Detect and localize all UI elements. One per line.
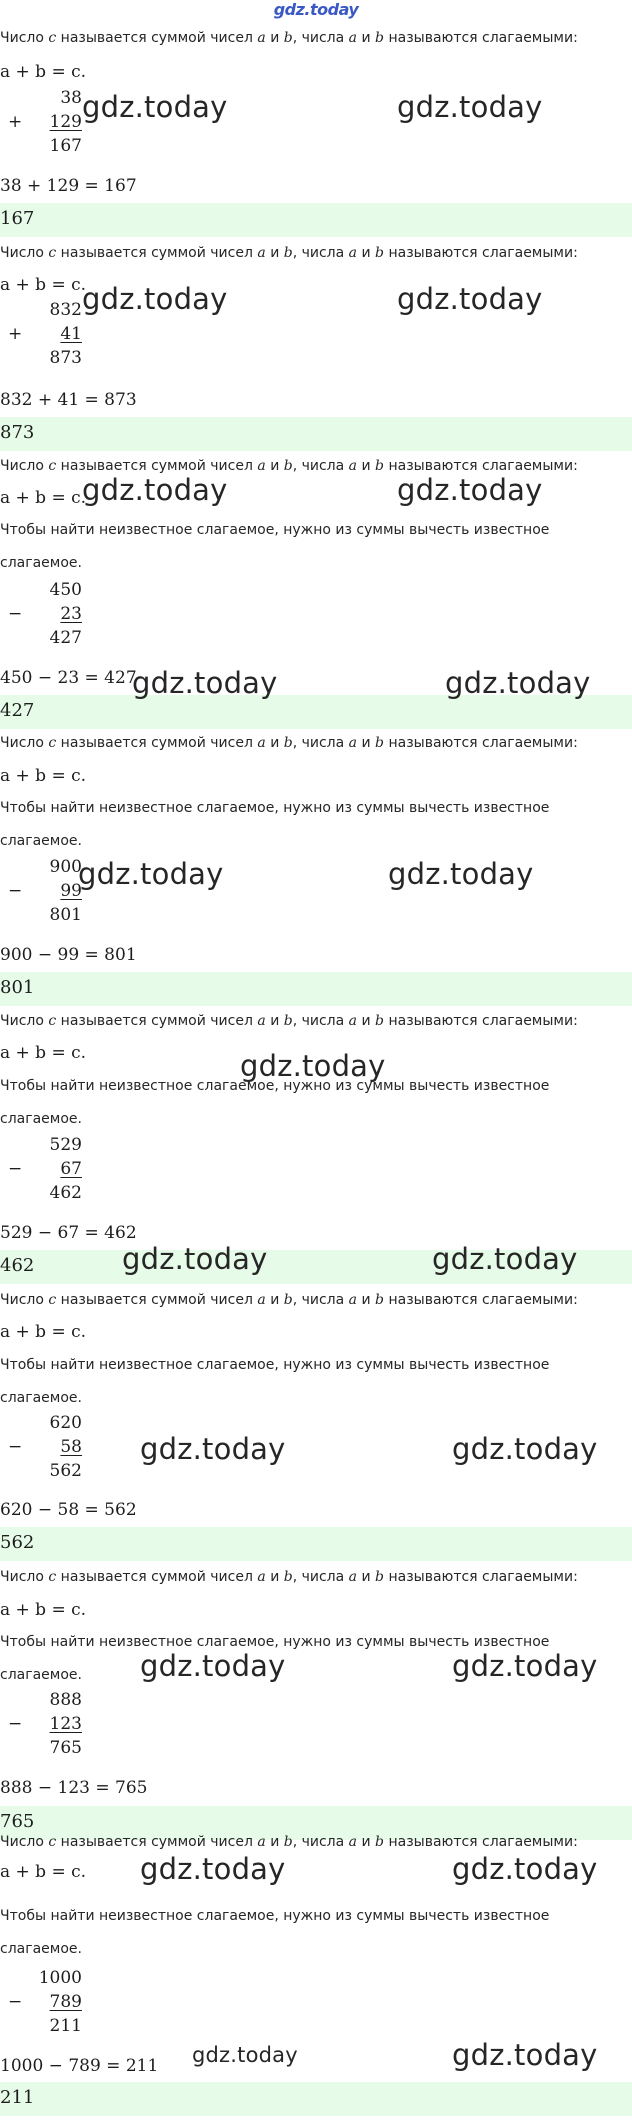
conjunction: и	[270, 1834, 280, 1850]
var-c: c	[48, 1569, 57, 1585]
column-result: 211	[49, 2016, 82, 2036]
watermark-text: gdz.today	[192, 2043, 298, 2067]
sum-rule-text: называются слагаемыми:	[388, 735, 578, 751]
sum-rule-text: называется суммой чисел	[60, 1292, 253, 1308]
conjunction: и	[270, 30, 280, 46]
var-b: b	[283, 30, 293, 46]
watermark-text: gdz.today	[452, 1432, 598, 1466]
sum-formula: a + b = c.	[0, 488, 87, 508]
var-a: a	[348, 245, 358, 261]
sum-rule-text: Число	[0, 30, 44, 46]
conjunction: и	[270, 1013, 280, 1029]
conjunction: и	[361, 1013, 371, 1029]
sum-formula: a + b = c.	[0, 1043, 87, 1063]
var-b: b	[283, 245, 293, 261]
minuend-number: 888	[49, 1690, 82, 1710]
sum-rule-text: , числа	[292, 735, 345, 751]
var-a: a	[348, 30, 358, 46]
unknown-addend-rule: Чтобы найти неизвестное слагаемое, нужно из суммы вычесть известное	[0, 1078, 550, 1094]
operation-sign: +	[8, 324, 23, 344]
sum-formula: a + b = c.	[0, 1322, 87, 1342]
answer-value: 427	[0, 700, 35, 721]
column-result: 873	[49, 348, 82, 368]
sum-definition-line	[0, 1013, 578, 1029]
equation-line: 832 + 41 = 873	[0, 390, 137, 410]
equation-line: 620 − 58 = 562	[0, 1500, 137, 1520]
var-b: b	[283, 735, 293, 751]
conjunction: и	[361, 735, 371, 751]
watermark-text: gdz.today	[122, 1242, 268, 1276]
watermark-text: gdz.today	[140, 1649, 286, 1683]
sum-rule-text: Число	[0, 1013, 44, 1029]
column-calculation	[0, 1968, 90, 2040]
second-operand: 41	[60, 324, 82, 344]
answer-value: 462	[0, 1255, 35, 1276]
sum-rule-text: Число	[0, 1292, 44, 1308]
sum-formula: a + b = c.	[0, 766, 87, 786]
equation-line: 1000 − 789 = 211	[0, 2056, 159, 2076]
conjunction: и	[270, 245, 280, 261]
conjunction: и	[361, 245, 371, 261]
var-a: a	[348, 1834, 358, 1850]
sum-rule-text: называется суммой чисел	[60, 1834, 253, 1850]
conjunction: и	[270, 458, 280, 474]
var-c: c	[48, 458, 57, 474]
sum-definition-line	[0, 1569, 578, 1585]
sum-rule-text: Число	[0, 245, 44, 261]
column-calculation	[0, 857, 90, 929]
sum-rule-text: называется суммой чисел	[60, 1013, 253, 1029]
equation-line: 888 − 123 = 765	[0, 1778, 148, 1798]
sum-rule-text: Число	[0, 1834, 44, 1850]
unknown-addend-rule: слагаемое.	[0, 1390, 82, 1406]
answer-value: 765	[0, 1811, 35, 1832]
sum-rule-text: , числа	[292, 1292, 345, 1308]
column-calculation	[0, 1135, 90, 1207]
watermark-text: gdz.today	[140, 1432, 286, 1466]
column-result: 801	[49, 905, 82, 925]
sum-rule-text: называются слагаемыми:	[388, 1292, 578, 1308]
watermark-text: gdz.today	[78, 857, 224, 891]
unknown-addend-rule: слагаемое.	[0, 1941, 82, 1957]
second-operand: 23	[60, 604, 82, 624]
sum-definition-line	[0, 245, 578, 261]
watermark-text: gdz.today	[397, 473, 543, 507]
unknown-addend-rule: Чтобы найти неизвестное слагаемое, нужно из суммы вычесть известное	[0, 800, 550, 816]
column-calculation	[0, 1690, 90, 1762]
sum-definition-line	[0, 30, 578, 46]
equation-line: 450 − 23 = 427	[0, 668, 137, 688]
var-a: a	[257, 735, 266, 751]
minuend-number: 620	[49, 1413, 82, 1433]
minuend-number: 1000	[38, 1968, 82, 1988]
conjunction: и	[361, 1569, 371, 1585]
unknown-addend-rule: слагаемое.	[0, 555, 82, 571]
sum-definition-line	[0, 1834, 578, 1850]
operation-sign: −	[8, 1437, 23, 1457]
minuend-number: 832	[49, 300, 82, 320]
var-b: b	[375, 245, 385, 261]
answer-value: 167	[0, 208, 35, 229]
var-b: b	[283, 1569, 293, 1585]
conjunction: и	[270, 1292, 280, 1308]
equation-line: 38 + 129 = 167	[0, 176, 137, 196]
sum-rule-text: называется суммой чисел	[60, 458, 253, 474]
var-a: a	[257, 1569, 266, 1585]
column-result: 462	[49, 1183, 82, 1203]
sum-rule-text: называется суммой чисел	[60, 1569, 253, 1585]
answer-highlight	[0, 695, 632, 729]
sum-rule-text: Число	[0, 1569, 44, 1585]
column-result: 562	[49, 1461, 82, 1481]
conjunction: и	[361, 30, 371, 46]
var-c: c	[48, 30, 57, 46]
column-calculation	[0, 88, 90, 160]
minuend-number: 529	[49, 1135, 82, 1155]
var-a: a	[348, 458, 358, 474]
watermark-text: gdz.today	[452, 1852, 598, 1886]
var-c: c	[48, 1013, 57, 1029]
var-a: a	[348, 735, 358, 751]
var-c: c	[48, 245, 57, 261]
sum-rule-text: , числа	[292, 1834, 345, 1850]
watermark-text: gdz.today	[445, 666, 591, 700]
var-b: b	[375, 735, 385, 751]
sum-rule-text: называется суммой чисел	[60, 735, 253, 751]
sum-rule-text: называются слагаемыми:	[388, 30, 578, 46]
watermark-text: gdz.today	[397, 282, 543, 316]
var-c: c	[48, 735, 57, 751]
equation-line: 529 − 67 = 462	[0, 1223, 137, 1243]
conjunction: и	[361, 1292, 371, 1308]
column-calculation	[0, 1413, 90, 1485]
sum-rule-text: называются слагаемыми:	[388, 1569, 578, 1585]
column-result: 427	[49, 628, 82, 648]
second-operand: 789	[49, 1992, 82, 2012]
var-a: a	[348, 1013, 358, 1029]
sum-formula: a + b = c.	[0, 1862, 87, 1882]
answer-highlight	[0, 972, 632, 1006]
unknown-addend-rule: слагаемое.	[0, 833, 82, 849]
sum-rule-text: называются слагаемыми:	[388, 1013, 578, 1029]
var-a: a	[257, 1013, 266, 1029]
operation-sign: −	[8, 1992, 23, 2012]
watermark-text: gdz.today	[432, 1242, 578, 1276]
sum-rule-text: , числа	[292, 458, 345, 474]
watermark-text: gdz.today	[388, 857, 534, 891]
var-b: b	[375, 1292, 385, 1308]
conjunction: и	[270, 1569, 280, 1585]
var-b: b	[375, 458, 385, 474]
sum-formula: a + b = c.	[0, 62, 87, 82]
var-b: b	[375, 30, 385, 46]
var-b: b	[375, 1834, 385, 1850]
column-calculation	[0, 300, 90, 372]
answer-value: 562	[0, 1532, 35, 1553]
sum-rule-text: называется суммой чисел	[60, 30, 253, 46]
answer-highlight	[0, 203, 632, 237]
var-c: c	[48, 1292, 57, 1308]
sum-rule-text: , числа	[292, 245, 345, 261]
watermark-text: gdz.today	[452, 1649, 598, 1683]
var-b: b	[283, 1013, 293, 1029]
var-b: b	[283, 1292, 293, 1308]
watermark-text: gdz.today	[140, 1852, 286, 1886]
watermark-text: gdz.today	[82, 473, 228, 507]
second-operand: 129	[49, 112, 82, 132]
var-b: b	[283, 458, 293, 474]
unknown-addend-rule: слагаемое.	[0, 1667, 82, 1683]
sum-rule-text: называются слагаемыми:	[388, 458, 578, 474]
second-operand: 58	[60, 1437, 82, 1457]
second-operand: 99	[60, 881, 82, 901]
second-operand: 123	[49, 1714, 82, 1734]
sum-rule-text: , числа	[292, 1569, 345, 1585]
minuend-number: 900	[49, 857, 82, 877]
var-a: a	[257, 1292, 266, 1308]
equation-line: 900 − 99 = 801	[0, 945, 137, 965]
conjunction: и	[361, 458, 371, 474]
unknown-addend-rule: Чтобы найти неизвестное слагаемое, нужно из суммы вычесть известное	[0, 522, 550, 538]
answer-value: 211	[0, 2087, 35, 2108]
unknown-addend-rule: Чтобы найти неизвестное слагаемое, нужно из суммы вычесть известное	[0, 1634, 550, 1650]
minuend-number: 450	[49, 580, 82, 600]
operation-sign: −	[8, 1159, 23, 1179]
conjunction: и	[361, 1834, 371, 1850]
second-operand: 67	[60, 1159, 82, 1179]
unknown-addend-rule: Чтобы найти неизвестное слагаемое, нужно из суммы вычесть известное	[0, 1357, 550, 1373]
site-logo[interactable]: gdz.today	[273, 0, 359, 19]
var-b: b	[375, 1013, 385, 1029]
answer-highlight	[0, 417, 632, 451]
watermark-text: gdz.today	[82, 282, 228, 316]
answer-value: 873	[0, 422, 35, 443]
column-result: 765	[49, 1738, 82, 1758]
var-a: a	[257, 245, 266, 261]
sum-rule-text: , числа	[292, 30, 345, 46]
operation-sign: −	[8, 1714, 23, 1734]
var-a: a	[257, 1834, 266, 1850]
answer-highlight	[0, 1527, 632, 1561]
var-a: a	[348, 1292, 358, 1308]
var-a: a	[348, 1569, 358, 1585]
var-a: a	[257, 458, 266, 474]
operation-sign: −	[8, 604, 23, 624]
unknown-addend-rule: слагаемое.	[0, 1111, 82, 1127]
sum-definition-line	[0, 458, 578, 474]
watermark-text: gdz.today	[82, 90, 228, 124]
sum-rule-text: называются слагаемыми:	[388, 245, 578, 261]
sum-definition-line	[0, 735, 578, 751]
watermark-text: gdz.today	[240, 1049, 386, 1083]
var-b: b	[283, 1834, 293, 1850]
minuend-number: 38	[60, 88, 82, 108]
sum-formula: a + b = c.	[0, 1600, 87, 1620]
sum-rule-text: Число	[0, 458, 44, 474]
column-result: 167	[49, 136, 82, 156]
var-a: a	[257, 30, 266, 46]
watermark-text: gdz.today	[397, 90, 543, 124]
sum-rule-text: называются слагаемыми:	[388, 1834, 578, 1850]
answer-value: 801	[0, 977, 35, 998]
sum-rule-text: , числа	[292, 1013, 345, 1029]
watermark-text: gdz.today	[452, 2038, 598, 2072]
operation-sign: −	[8, 881, 23, 901]
conjunction: и	[270, 735, 280, 751]
sum-definition-line	[0, 1292, 578, 1308]
var-c: c	[48, 1834, 57, 1850]
sum-formula: a + b = c.	[0, 275, 87, 295]
sum-rule-text: называется суммой чисел	[60, 245, 253, 261]
watermark-text: gdz.today	[132, 666, 278, 700]
operation-sign: +	[8, 112, 23, 132]
unknown-addend-rule: Чтобы найти неизвестное слагаемое, нужно из суммы вычесть известное	[0, 1908, 550, 1924]
answer-highlight	[0, 2082, 632, 2116]
column-calculation	[0, 580, 90, 652]
var-b: b	[375, 1569, 385, 1585]
sum-rule-text: Число	[0, 735, 44, 751]
